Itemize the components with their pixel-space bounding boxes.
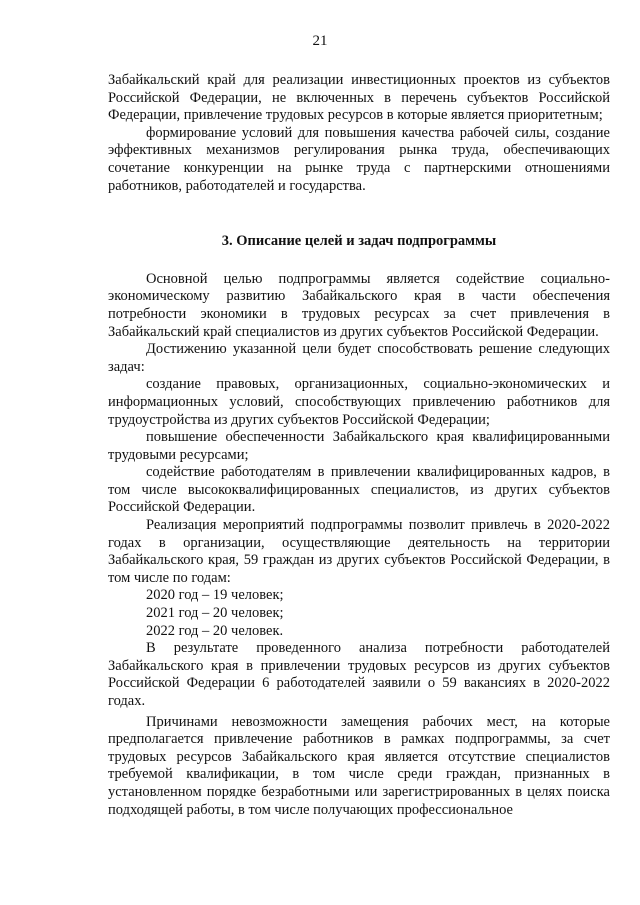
task-item: повышение обеспеченности Забайкальского края квалифицированными трудовыми ресурсами;	[108, 429, 610, 463]
year-item: 2020 год – 19 человек;	[146, 587, 284, 604]
intro-paragraph: формирование условий для повышения качества рабочей силы, создание эффективных механизмов регулирования рынка труда, обеспечивающих сочетание конкуренции на рынке труда с партнерскими отношениями работников, работодателей и государства.	[108, 124, 610, 194]
task-item: содействие работодателям в привлечении квалифицированных кадров, в том числе высококвалифицированных специалистов, из других субъектов Российской Федерации.	[108, 464, 610, 516]
section-title: 3. Описание целей и задач подпрограммы	[221, 233, 497, 250]
body-paragraph-plan: Реализация мероприятий подпрограммы позволит привлечь в 2020-2022 годах в организации, осуществляющие деятельность на территории Забайкальского края, 59 граждан из других субъектов Российской Федерации, в том числе по годам:	[108, 517, 610, 586]
year-item: 2022 год – 20 человек.	[146, 622, 284, 639]
document-body	[108, 72, 610, 819]
body-paragraph-reasons: Причинами невозможности замещения рабочих мест, на которые предполагается привлечение работников в рамках подпрограммы, за счет трудовых ресурсов Забайкальского края является отсутствие специалистов требуемой квалификации, в том числе среди граждан, признанных в установленном порядке безработными или зарегистрированных в целях поиска подходящей работы, в том числе получающих профессиональное	[108, 713, 610, 818]
page-number: 21	[312, 33, 328, 49]
body-paragraph-analysis: В результате проведенного анализа потребности работодателей Забайкальского края в привлечении трудовых ресурсов из других субъектов Российской Федерации 6 работодателей заявили о 59 вакансиях в 2020-2022 годах.	[108, 640, 610, 709]
body-paragraph-goal: Основной целью подпрограммы является содействие социально-экономическому развитию Забайкальского края в части обеспечения потребности экономики в трудовых ресурсах за счет привлечения в Забайкальский край специалистов из других субъектов Российской Федерации.	[108, 270, 610, 340]
body-paragraph-tasks-intro: Достижению указанной цели будет способствовать решение следующих задач:	[108, 341, 610, 375]
year-item: 2021 год – 20 человек;	[146, 605, 284, 622]
intro-paragraph: Забайкальский край для реализации инвестиционных проектов из субъектов Российской Федерации, не включенных в перечень субъектов Российской Федерации, привлечение трудовых ресурсов в которые является приоритетным;	[108, 72, 610, 124]
task-item: создание правовых, организационных, социально-экономических и информационных условий, способствующих привлечению работников для трудоустройства из других субъектов Российской Федерации;	[108, 376, 610, 428]
